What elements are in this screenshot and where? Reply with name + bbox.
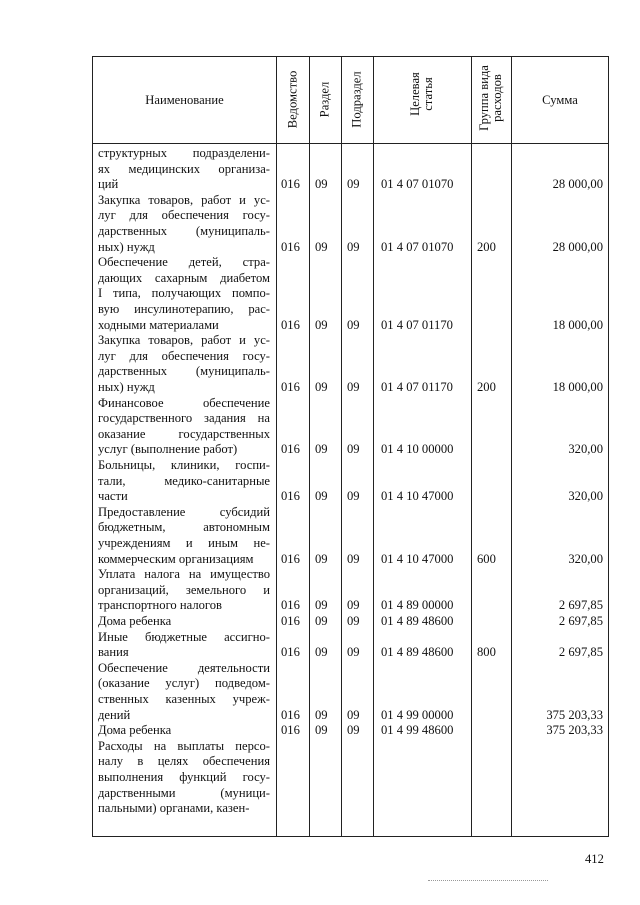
row-vedomstvo: 016 [281, 177, 300, 192]
row-vedomstvo: 016 [281, 723, 300, 738]
row-podrazdel: 09 [347, 614, 360, 628]
row-name [98, 396, 270, 458]
row-podrazdel: 09 [347, 489, 360, 504]
row-celevaya: 01 4 10 00000 [381, 442, 454, 457]
row-name [98, 630, 270, 661]
row-name-line: дарственных (муниципаль- [98, 223, 270, 238]
row-summa: 320,00 [568, 489, 603, 504]
row-name-line: ных) нужд [98, 239, 155, 254]
row-razdel: 09 [315, 489, 328, 504]
row-vedomstvo: 016 [281, 239, 300, 254]
row-vedomstvo: 016 [281, 551, 300, 566]
row-gruppa: 200 [477, 380, 496, 394]
row-name [98, 739, 270, 817]
header-gruppa: Группа вида расходов [477, 65, 504, 131]
row-name-line: налу в целях обеспечения [98, 754, 270, 769]
row-summa: 2 697,85 [558, 614, 603, 628]
row-name-line: дений [98, 707, 131, 722]
row-name [98, 505, 270, 567]
row-name-line: ций [98, 177, 119, 192]
col-divider [276, 57, 277, 836]
row-name-line: дающих сахарным диабетом [98, 270, 270, 285]
row-name [98, 614, 270, 630]
header-celevaya: Целевая статья [408, 72, 435, 116]
row-name-line: Закупка товаров, работ и ус- [98, 192, 270, 207]
row-summa: 2 697,85 [558, 598, 603, 613]
col-divider [309, 57, 310, 836]
row-name [98, 458, 270, 505]
header-razdel: Раздел [317, 81, 332, 118]
row-celevaya: 01 4 89 00000 [381, 598, 454, 613]
row-name-line: вания [98, 645, 129, 660]
row-name-line: Иные бюджетные ассигно- [98, 629, 270, 644]
row-vedomstvo: 016 [281, 598, 300, 613]
row-podrazdel: 09 [347, 598, 360, 613]
row-razdel: 09 [315, 442, 328, 457]
row-podrazdel: 09 [347, 380, 360, 394]
row-celevaya: 01 4 07 01070 [381, 177, 454, 192]
row-name-line: Закупка товаров, работ и ус- [98, 333, 270, 348]
row-name [98, 146, 270, 193]
row-name-line: Предоставление субсидий [98, 504, 270, 519]
row-name [98, 723, 270, 739]
row-vedomstvo: 016 [281, 614, 300, 628]
row-vedomstvo: 016 [281, 645, 300, 660]
header-gruppa-cell [471, 57, 511, 143]
col-divider [471, 57, 472, 836]
row-name-line: тали, медико-санитарные [98, 473, 270, 488]
row-podrazdel: 09 [347, 442, 360, 457]
row-celevaya: 01 4 99 48600 [381, 723, 454, 738]
header-summa: Сумма [542, 92, 578, 107]
row-summa: 375 203,33 [546, 707, 603, 722]
row-razdel: 09 [315, 645, 328, 660]
row-name [98, 333, 270, 395]
row-name-line: дарственными (муници- [98, 785, 270, 800]
row-name-line: луг для обеспечения госу- [98, 208, 270, 223]
row-summa: 320,00 [568, 442, 603, 457]
row-vedomstvo: 016 [281, 317, 300, 332]
row-razdel: 09 [315, 707, 328, 722]
col-divider [373, 57, 374, 836]
row-razdel: 09 [315, 380, 328, 394]
row-name-line: Уплата налога на имущество [98, 567, 270, 582]
row-podrazdel: 09 [347, 707, 360, 722]
row-name [98, 193, 270, 255]
header-divider [93, 143, 608, 144]
row-name-line: ях медицинских организа- [98, 161, 270, 176]
row-vedomstvo: 016 [281, 707, 300, 722]
row-name-line: коммерческим организациям [98, 551, 254, 566]
row-celevaya: 01 4 99 00000 [381, 707, 454, 722]
row-summa: 18 000,00 [552, 317, 603, 332]
row-podrazdel: 09 [347, 723, 360, 738]
row-gruppa: 600 [477, 551, 496, 566]
row-name-line: бюджетным, автономным [98, 520, 270, 535]
row-vedomstvo: 016 [281, 380, 300, 394]
row-name-line: Обеспечение детей, стра- [98, 255, 270, 270]
header-vedomstvo: Ведомство [285, 70, 300, 129]
row-name-line: луг для обеспечения госу- [98, 348, 270, 363]
header-vedomstvo-cell [276, 57, 309, 143]
row-name [98, 255, 270, 333]
footer-rule [428, 880, 548, 881]
row-celevaya: 01 4 07 01070 [381, 239, 454, 254]
row-summa: 28 000,00 [552, 239, 603, 254]
row-name-line: оказание государственных [98, 426, 270, 441]
row-name-line: ственных казенных учреж- [98, 691, 270, 706]
row-celevaya: 01 4 07 01170 [381, 380, 453, 394]
header-podrazdel: Подраздел [349, 71, 364, 128]
row-name-line: (оказание услуг) подведом- [98, 676, 270, 691]
row-name [98, 567, 270, 614]
header-celevaya-cell [373, 57, 471, 143]
row-podrazdel: 09 [347, 645, 360, 660]
row-name-line: услуг (выполнение работ) [98, 442, 238, 457]
row-name-line: Расходы на выплаты персо- [98, 738, 270, 753]
row-razdel: 09 [315, 177, 328, 192]
row-name-line: учреждениям и иным не- [98, 535, 270, 550]
row-summa: 2 697,85 [558, 645, 603, 660]
row-name-line: ходными материалами [98, 317, 219, 332]
header-name-cell [93, 57, 276, 143]
row-name-line: выполнения функций госу- [98, 769, 270, 784]
header-summa-cell [511, 57, 609, 143]
row-podrazdel: 09 [347, 317, 360, 332]
row-name-line: структурных подразделени- [98, 146, 270, 160]
row-name-line: государственного задания на [98, 411, 270, 426]
header-razdel-cell [309, 57, 341, 143]
header-name: Наименование [145, 92, 224, 107]
header-podrazdel-cell [341, 57, 373, 143]
row-summa: 320,00 [568, 551, 603, 566]
page-number: 412 [585, 852, 604, 866]
row-razdel: 09 [315, 239, 328, 254]
row-name-line: организаций, земельного и [98, 582, 270, 597]
row-gruppa: 800 [477, 645, 496, 660]
row-celevaya: 01 4 10 47000 [381, 489, 454, 504]
col-divider [511, 57, 512, 836]
row-celevaya: 01 4 10 47000 [381, 551, 454, 566]
row-name-line: пальными) органами, казен- [98, 801, 250, 816]
row-name-line: вую инсулинотерапию, рас- [98, 301, 270, 316]
budget-table [92, 56, 609, 837]
row-gruppa: 200 [477, 239, 496, 254]
row-name-line: Дома ребенка [98, 614, 172, 628]
row-celevaya: 01 4 89 48600 [381, 645, 454, 660]
row-vedomstvo: 016 [281, 442, 300, 457]
row-name [98, 661, 270, 723]
row-summa: 18 000,00 [552, 380, 603, 394]
row-name-line: Обеспечение деятельности [98, 660, 270, 675]
row-podrazdel: 09 [347, 551, 360, 566]
row-podrazdel: 09 [347, 177, 360, 192]
row-name-line: дарственных (муниципаль- [98, 364, 270, 379]
row-razdel: 09 [315, 598, 328, 613]
row-razdel: 09 [315, 614, 328, 628]
row-summa: 375 203,33 [546, 723, 603, 738]
row-name-line: транспортного налогов [98, 598, 222, 613]
row-razdel: 09 [315, 317, 328, 332]
row-name-line: I типа, получающих помпо- [98, 286, 270, 301]
row-razdel: 09 [315, 723, 328, 738]
row-podrazdel: 09 [347, 239, 360, 254]
col-divider [341, 57, 342, 836]
row-name-line: Больницы, клиники, госпи- [98, 458, 270, 472]
row-celevaya: 01 4 89 48600 [381, 614, 454, 628]
row-razdel: 09 [315, 551, 328, 566]
row-name-line: части [98, 489, 128, 504]
row-celevaya: 01 4 07 01170 [381, 317, 453, 332]
row-summa: 28 000,00 [552, 177, 603, 192]
row-name-line: Финансовое обеспечение [98, 395, 270, 410]
row-vedomstvo: 016 [281, 489, 300, 504]
row-name-line: ных) нужд [98, 379, 155, 394]
row-name-line: Дома ребенка [98, 723, 172, 738]
